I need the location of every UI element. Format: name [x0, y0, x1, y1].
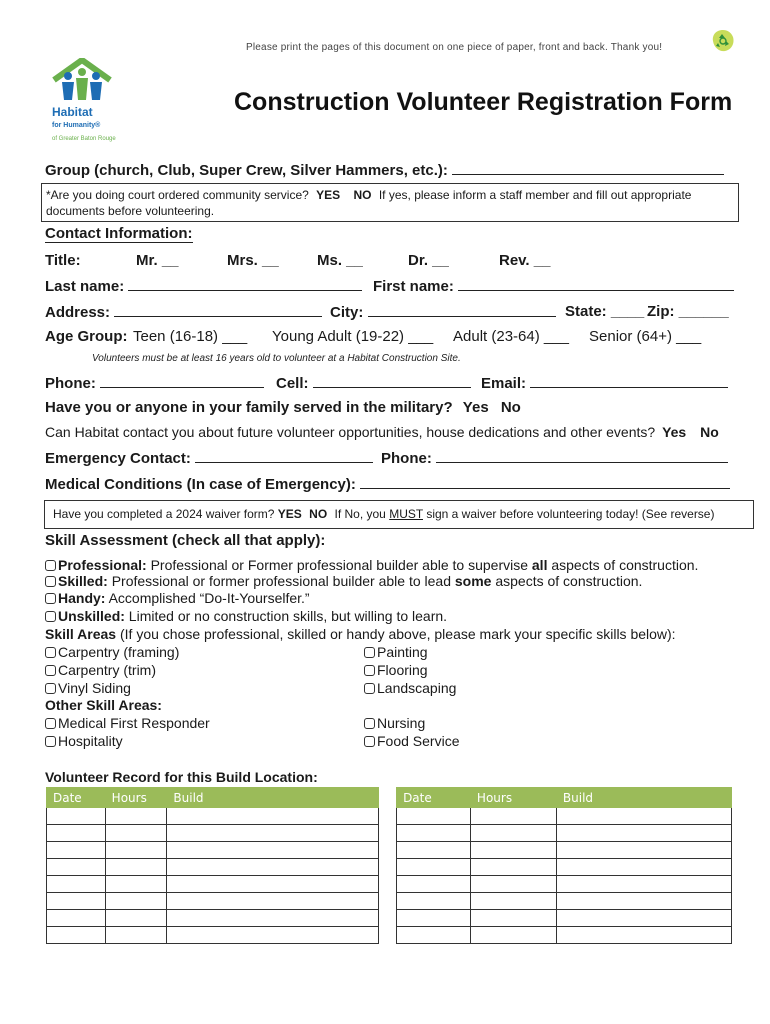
- checkbox-icon[interactable]: [45, 736, 56, 747]
- checkbox-icon[interactable]: [45, 611, 56, 622]
- court-no-option[interactable]: NO: [353, 188, 372, 202]
- skilled-label: Skilled:: [58, 573, 108, 589]
- state-field[interactable]: State: ____: [565, 303, 645, 320]
- skill-option-label: Carpentry (trim): [58, 662, 157, 678]
- phone-label: Phone:: [45, 375, 96, 392]
- col-date-2: Date: [397, 788, 471, 808]
- age-senior[interactable]: Senior (64+) ___: [589, 328, 702, 345]
- unskilled-label: Unskilled:: [58, 608, 125, 624]
- record-cell[interactable]: [397, 910, 471, 927]
- last-name-field[interactable]: [128, 277, 362, 291]
- skill-unskilled[interactable]: [45, 608, 447, 624]
- habitat-logo: [44, 58, 120, 142]
- record-cell[interactable]: [470, 825, 556, 842]
- record-cell[interactable]: [470, 808, 556, 825]
- military-yes-option[interactable]: Yes: [462, 399, 489, 416]
- skill-option-label: Food Service: [377, 733, 460, 749]
- professional-all: all: [531, 557, 548, 573]
- skill-option-label: Painting: [377, 644, 428, 660]
- record-cell[interactable]: [105, 808, 167, 825]
- email-label: Email:: [481, 375, 527, 392]
- row-gap: [378, 842, 396, 859]
- checkbox-icon[interactable]: [45, 576, 56, 587]
- skill-option-label: Flooring: [377, 662, 428, 678]
- record-cell[interactable]: [105, 825, 167, 842]
- record-cell[interactable]: [167, 910, 378, 927]
- city-field[interactable]: [368, 303, 556, 317]
- record-cell[interactable]: [105, 859, 167, 876]
- record-cell[interactable]: [397, 808, 471, 825]
- record-cell[interactable]: [397, 876, 471, 893]
- title-dr[interactable]: Dr. __: [408, 252, 449, 269]
- record-cell[interactable]: [397, 825, 471, 842]
- record-cell[interactable]: [397, 893, 471, 910]
- record-cell[interactable]: [470, 876, 556, 893]
- address-label: Address:: [45, 304, 111, 321]
- last-name-row: [45, 277, 362, 295]
- skill-areas-text: (If you chose professional, skilled or handy above, please mark your specific skills below):: [119, 626, 676, 642]
- record-cell[interactable]: [556, 825, 731, 842]
- medical-label: Medical Conditions (In case of Emergency):: [45, 476, 356, 493]
- skill-flooring[interactable]: [364, 662, 428, 678]
- cell-field[interactable]: [313, 374, 471, 388]
- record-cell[interactable]: [397, 842, 471, 859]
- address-field[interactable]: [114, 303, 322, 317]
- habitat-house-icon: [44, 58, 120, 102]
- military-question: Have you or anyone in your family served in the military?: [45, 399, 453, 416]
- skill-option-label: Carpentry (framing): [58, 644, 180, 660]
- medical-row: [45, 475, 730, 493]
- waiver-post: sign a waiver before volunteering today! (See reverse): [426, 507, 715, 521]
- waiver-pre: If No, you: [334, 507, 386, 521]
- logo-wordmark: Habitat for Humanity® of Greater Baton Rouge: [52, 105, 116, 142]
- professional-label: Professional:: [58, 557, 147, 573]
- record-cell[interactable]: [556, 893, 731, 910]
- contact-permission-no[interactable]: No: [700, 424, 719, 440]
- record-cell[interactable]: [556, 808, 731, 825]
- checkbox-icon[interactable]: [364, 718, 375, 729]
- page-title: Construction Volunteer Registration Form: [234, 88, 733, 116]
- record-cell[interactable]: [397, 859, 471, 876]
- skilled-some: some: [454, 573, 492, 589]
- checkbox-icon[interactable]: [364, 665, 375, 676]
- col-build: Build: [167, 788, 378, 808]
- city-label: City:: [330, 304, 364, 321]
- record-cell[interactable]: [47, 876, 106, 893]
- record-cell[interactable]: [105, 910, 167, 927]
- emergency-phone-field[interactable]: [436, 449, 728, 463]
- record-cell[interactable]: [105, 927, 167, 944]
- row-gap: [378, 825, 396, 842]
- record-cell[interactable]: [470, 842, 556, 859]
- record-cell[interactable]: [556, 910, 731, 927]
- skill-option-label: Landscaping: [377, 680, 457, 696]
- skill-nursing[interactable]: [364, 715, 425, 731]
- court-question: *Are you doing court ordered community service?: [46, 188, 309, 202]
- record-cell[interactable]: [167, 893, 378, 910]
- skills-heading: Skill Assessment (check all that apply):: [45, 532, 326, 549]
- col-hours-2: Hours: [470, 788, 556, 808]
- contact-permission-yes[interactable]: Yes: [662, 424, 687, 440]
- record-cell[interactable]: [47, 859, 106, 876]
- checkbox-icon[interactable]: [45, 718, 56, 729]
- title-label: Title:: [45, 252, 81, 269]
- handy-label: Handy:: [58, 590, 106, 606]
- age-young-adult[interactable]: Young Adult (19-22) ___: [272, 328, 434, 345]
- contact-heading: Contact Information:: [45, 225, 193, 242]
- skill-vinyl-siding[interactable]: [45, 680, 131, 696]
- col-hours: Hours: [105, 788, 167, 808]
- military-row: [45, 399, 521, 416]
- row-gap: [378, 808, 396, 825]
- record-header-row: [47, 788, 732, 808]
- record-cell[interactable]: [47, 927, 106, 944]
- recycle-icon: [710, 28, 736, 54]
- first-name-field[interactable]: [458, 277, 734, 291]
- record-cell[interactable]: [556, 859, 731, 876]
- col-date: Date: [47, 788, 106, 808]
- waiver-box: [44, 500, 754, 529]
- record-cell[interactable]: [167, 825, 378, 842]
- court-yes-option[interactable]: YES: [316, 188, 341, 202]
- record-cell[interactable]: [47, 842, 106, 859]
- skill-professional[interactable]: [45, 557, 698, 573]
- skill-skilled[interactable]: [45, 573, 642, 589]
- other-skills-heading: Other Skill Areas:: [45, 697, 162, 713]
- table-row: [47, 876, 732, 893]
- record-cell[interactable]: [167, 808, 378, 825]
- table-row: [47, 825, 732, 842]
- checkbox-icon[interactable]: [45, 593, 56, 604]
- cell-label: Cell:: [276, 375, 309, 392]
- skilled-desc-end: aspects of construction.: [495, 573, 643, 589]
- military-no-option[interactable]: No: [500, 399, 521, 416]
- record-cell[interactable]: [470, 859, 556, 876]
- record-cell[interactable]: [105, 842, 167, 859]
- skilled-desc: Professional or former professional builder able to lead: [111, 573, 451, 589]
- skill-option-label: Hospitality: [58, 733, 123, 749]
- skill-medical-first-responder[interactable]: [45, 715, 210, 731]
- title-mr[interactable]: Mr. __: [136, 252, 179, 269]
- checkbox-icon[interactable]: [45, 683, 56, 694]
- first-name-label: First name:: [373, 278, 454, 295]
- age-teen[interactable]: Teen (16-18) ___: [133, 328, 248, 345]
- record-cell[interactable]: [470, 893, 556, 910]
- skill-food-service[interactable]: [364, 733, 459, 749]
- zip-field[interactable]: Zip: ______: [647, 303, 729, 320]
- emergency-phone-label: Phone:: [381, 450, 432, 467]
- table-row: [47, 927, 732, 944]
- row-gap: [378, 876, 396, 893]
- waiver-must: MUST: [389, 507, 423, 521]
- court-instruction: If yes, please inform a staff member and fill out appropriate: [378, 188, 692, 202]
- contact-permission-question: Can Habitat contact you about future volunteer opportunities, house dedications and other events?: [45, 424, 656, 440]
- record-body: [47, 808, 732, 944]
- row-gap: [378, 893, 396, 910]
- skill-carpentry-trim[interactable]: [45, 662, 156, 678]
- record-cell[interactable]: [47, 808, 106, 825]
- contact-permission-row: [45, 424, 719, 440]
- table-row: [47, 808, 732, 825]
- checkbox-icon[interactable]: [364, 647, 375, 658]
- age-group-label: Age Group:: [45, 328, 128, 345]
- record-cell[interactable]: [47, 893, 106, 910]
- handy-desc: Accomplished “Do-It-Yourselfer.”: [108, 590, 310, 606]
- skill-carpentry-framing[interactable]: [45, 644, 179, 660]
- record-cell[interactable]: [47, 910, 106, 927]
- col-gap: [378, 788, 396, 808]
- last-name-label: Last name:: [45, 278, 125, 295]
- age-group-row: [45, 328, 128, 345]
- checkbox-icon[interactable]: [45, 560, 56, 571]
- city-row: [330, 303, 556, 321]
- email-field[interactable]: [530, 374, 728, 388]
- title-ms[interactable]: Ms. __: [317, 252, 363, 269]
- professional-desc: Professional or Former professional builder able to supervise: [150, 557, 528, 573]
- record-cell[interactable]: [556, 842, 731, 859]
- skill-handy[interactable]: [45, 590, 310, 606]
- phone-field[interactable]: [100, 374, 264, 388]
- title-rev[interactable]: Rev. __: [499, 252, 551, 269]
- emergency-field[interactable]: [195, 449, 373, 463]
- record-cell[interactable]: [470, 927, 556, 944]
- medical-field[interactable]: [360, 475, 730, 489]
- skill-landscaping[interactable]: [364, 680, 456, 696]
- record-cell[interactable]: [167, 859, 378, 876]
- record-cell[interactable]: [167, 876, 378, 893]
- waiver-question: Have you completed a 2024 waiver form?: [53, 507, 275, 521]
- waiver-yes-option[interactable]: YES: [277, 507, 302, 521]
- col-build-2: Build: [556, 788, 731, 808]
- email-row: [481, 374, 728, 392]
- record-cell[interactable]: [105, 893, 167, 910]
- waiver-no-option[interactable]: NO: [309, 507, 328, 521]
- table-row: [47, 842, 732, 859]
- skill-areas-row: [45, 626, 676, 642]
- skill-option-label: Nursing: [377, 715, 426, 731]
- record-cell[interactable]: [470, 910, 556, 927]
- checkbox-icon[interactable]: [364, 683, 375, 694]
- record-cell[interactable]: [397, 927, 471, 944]
- row-gap: [378, 910, 396, 927]
- record-heading: Volunteer Record for this Build Location:: [45, 769, 318, 785]
- emergency-row: [45, 449, 373, 467]
- group-row: [45, 161, 724, 179]
- court-instruction-cont: documents before volunteering.: [46, 204, 215, 218]
- skill-areas-label: Skill Areas: [45, 626, 117, 642]
- first-name-row: [373, 277, 734, 295]
- checkbox-icon[interactable]: [45, 647, 56, 658]
- phone-row: [45, 374, 264, 392]
- group-label: Group (church, Club, Super Crew, Silver Hammers, etc.):: [45, 162, 448, 179]
- title-mrs[interactable]: Mrs. __: [227, 252, 279, 269]
- skill-painting[interactable]: [364, 644, 428, 660]
- skill-hospitality[interactable]: [45, 733, 123, 749]
- age-adult[interactable]: Adult (23-64) ___: [453, 328, 569, 345]
- table-row: [47, 893, 732, 910]
- row-gap: [378, 927, 396, 944]
- record-cell[interactable]: [167, 927, 378, 944]
- age-note: Volunteers must be at least 16 years old to volunteer at a Habitat Construction Site.: [92, 353, 461, 364]
- record-cell[interactable]: [556, 876, 731, 893]
- table-row: [47, 910, 732, 927]
- cell-row: [276, 374, 471, 392]
- checkbox-icon[interactable]: [45, 665, 56, 676]
- table-row: [47, 859, 732, 876]
- record-cell[interactable]: [556, 927, 731, 944]
- unskilled-desc: Limited or no construction skills, but willing to learn.: [128, 608, 448, 624]
- print-notice: Please print the pages of this document on one piece of paper, front and back. Thank you!: [246, 42, 663, 53]
- court-service-box: [41, 183, 739, 222]
- row-gap: [378, 859, 396, 876]
- group-field[interactable]: [452, 161, 724, 175]
- professional-desc-end: aspects of construction.: [551, 557, 699, 573]
- emergency-label: Emergency Contact:: [45, 450, 191, 467]
- record-cell[interactable]: [47, 825, 106, 842]
- address-row: [45, 303, 322, 321]
- checkbox-icon[interactable]: [364, 736, 375, 747]
- volunteer-record-table: [46, 787, 732, 944]
- record-cell[interactable]: [105, 876, 167, 893]
- skill-option-label: Medical First Responder: [58, 715, 210, 731]
- skill-option-label: Vinyl Siding: [58, 680, 131, 696]
- emergency-phone-row: [381, 449, 728, 467]
- record-cell[interactable]: [167, 842, 378, 859]
